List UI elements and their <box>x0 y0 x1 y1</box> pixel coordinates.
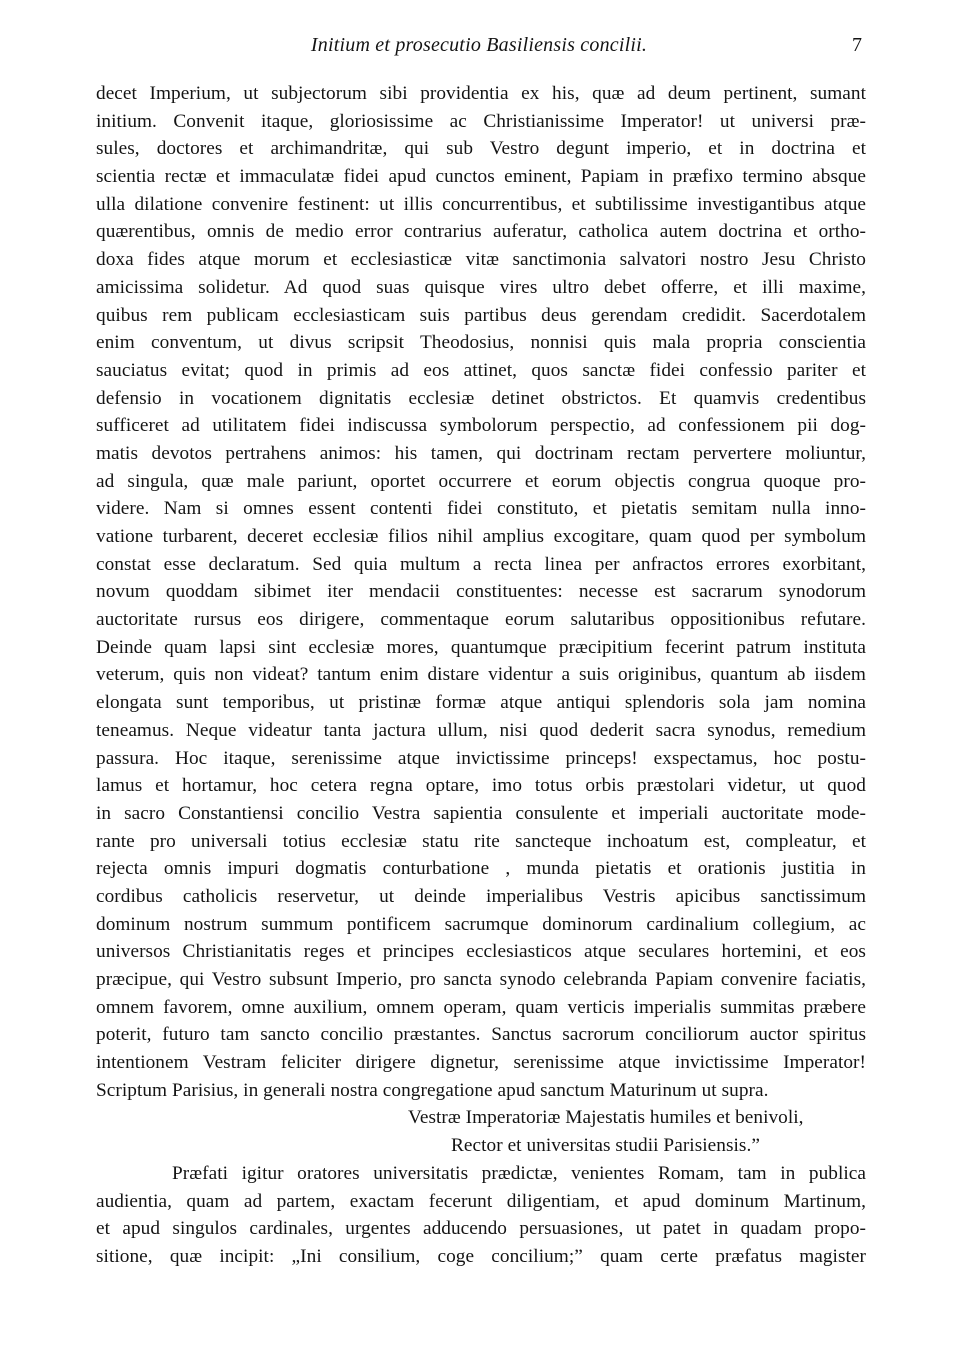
text-line: novum quoddam sibimet iter mendacii constituentes: necesse est sacrarum synodorum <box>96 581 866 603</box>
text-line: auctoritate rursus eos dirigere, commentaque eorum salutaribus oppositionibus refutare. <box>96 609 866 631</box>
signature-line: Rector et universitas studii Parisiensis.” <box>451 1135 760 1157</box>
text-line: doxa fides atque morum et ecclesiasticæ vitæ sanctimonia salvatori nostro Jesu Christo <box>96 249 866 271</box>
text-line: enim conventum, ut divus scripsit Theodosius, nonnisi quis mala propria conscientia <box>96 332 866 354</box>
text-line: defensio in vocationem dignitatis ecclesiæ detinet obstrictos. Et quamvis credentibus <box>96 387 866 409</box>
text-line: veterum, quis non videat? tantum enim distare videntur a suis originibus, quantum ab iisdem <box>96 664 866 686</box>
text-line: passura. Hoc itaque, serenissime atque invictissime princeps! exspectamus, hoc postu- <box>96 747 866 769</box>
text-line: sufficeret ad utilitatem fidei indiscussa symbolorum perspectio, ad confessionem pii dog- <box>96 415 866 437</box>
text-line: intentionem Vestram feliciter dirigere dignetur, serenissime atque invictissime Imperator! <box>96 1052 866 1074</box>
text-line: poterit, futuro tam sancto concilio præstantes. Sanctus sacrorum conciliorum auctor spiritus <box>96 1024 866 1046</box>
text-line: rejecta omnis impuri dogmatis conturbatione , munda pietatis et orationis justitia in <box>96 858 866 880</box>
text-line: lamus et hortamur, hoc cetera regna optare, imo totus orbis præstolari videtur, ut quod <box>96 775 866 797</box>
text-line: cordibus catholicis reservetur, ut deinde imperialibus Vestris apicibus sanctissimum <box>96 885 866 907</box>
text-line: videre. Nam si omnes essent contenti fidei constituto, et pietatis semitam nulla inno- <box>96 498 866 520</box>
running-title: Initium et prosecutio Basiliensis concilii. <box>310 34 648 56</box>
text-line: sauciatus evitat; quod in primis ad eos attinet, quos sanctæ fidei confessio pariter et <box>96 359 866 381</box>
text-line: et apud singulos cardinales, urgentes adducendo persuasiones, ut patet in quadam propo- <box>96 1218 866 1240</box>
text-line: audientia, quam ad partem, exactam fecerunt diligentiam, et apud dominum Martinum, <box>96 1190 866 1212</box>
page-number: 7 <box>852 34 862 56</box>
text-line: quærentibus, omnis de medio error contrarius auferatur, catholica autem doctrina et ortho- <box>96 221 866 243</box>
text-line: omnem favorem, omne auxilium, omnem operam, quam verticis imperialis summitas præbere <box>96 996 866 1018</box>
text-line: ad singula, quæ male pariunt, oportet occurrere et eorum objectis congrua quoque pro- <box>96 470 866 492</box>
text-line: dominum nostrum summum pontificem sacrumque dominorum cardinalium collegium, ac <box>96 913 866 935</box>
text-line: teneamus. Neque videatur tanta jactura ullum, nisi quod dederit sacra synodus, remedium <box>96 719 866 741</box>
text-line: sitione, quæ incipit: „Ini consilium, coge concilium;” quam certe præfatus magister <box>96 1245 866 1267</box>
text-line: ulla dilatione convenire festinent: ut illis concurrentibus, et subtilissime investigantibus atque <box>96 193 866 215</box>
text-line: præcipue, qui Vestro subsunt Imperio, pro sancta synodo celebranda Papiam convenire faciatis, <box>96 969 866 990</box>
body-text <box>96 80 866 1271</box>
text-line: Deinde quam lapsi sint ecclesiæ mores, quantumque præcipitium fecerint patrum instituta <box>96 636 866 658</box>
text-line: matis devotos pertrahens animos: his tamen, qui doctrinam rectam pervertere moliuntur, <box>96 442 866 464</box>
text-line: amicissima solidetur. Ad quod suas quisque vires ultro debet offerre, et illi maxime, <box>96 276 866 298</box>
text-line: decet Imperium, ut subjectorum sibi providentia ex his, quæ ad deum pertinent, sumant <box>96 83 866 104</box>
paragraph-first-line: Præfati igitur oratores universitatis prædictæ, venientes Romam, tam in publica <box>172 1162 866 1184</box>
text-line: Scriptum Parisius, in generali nostra congregatione apud sanctum Maturinum ut supra. <box>96 1079 769 1101</box>
text-line: vatione turbarent, deceret ecclesiæ filios nihil amplius excogitare, quam quod per symbolum <box>96 526 866 547</box>
text-line: quibus rem publicam ecclesiasticam suis partibus deus gerendam credidit. Sacerdotalem <box>96 304 866 326</box>
text-line: elongata sunt temporibus, ut pristinæ formæ atque antiqui splendoris sola jam nomina <box>96 692 866 714</box>
text-line: scientia rectæ et immaculatæ fidei apud cunctos eminent, Papiam in præfixo termino absque <box>96 166 866 188</box>
text-line: universos Christianitatis reges et principes ecclesiasticos atque seculares hortemini, et eos <box>96 941 866 963</box>
text-line: in sacro Constantiensi concilio Vestra sapientia consulente et imperiali auctoritate mode- <box>96 802 866 824</box>
text-line: sules, doctores et archimandritæ, qui sub Vestro degunt imperio, et in doctrina et <box>96 138 866 160</box>
signature-line: Vestræ Imperatoriæ Majestatis humiles et benivoli, <box>408 1107 804 1129</box>
text-line: initium. Convenit itaque, gloriosissime ac Christianissime Imperator! ut universi præ- <box>96 110 866 132</box>
text-line: constat esse declaratum. Sed quia multum a recta linea per anfractos errores exorbitant, <box>96 553 866 575</box>
text-line: rante pro universali totius ecclesiæ statu rite sancteque inchoatum est, compleatur, et <box>96 830 866 852</box>
running-head <box>96 34 862 64</box>
